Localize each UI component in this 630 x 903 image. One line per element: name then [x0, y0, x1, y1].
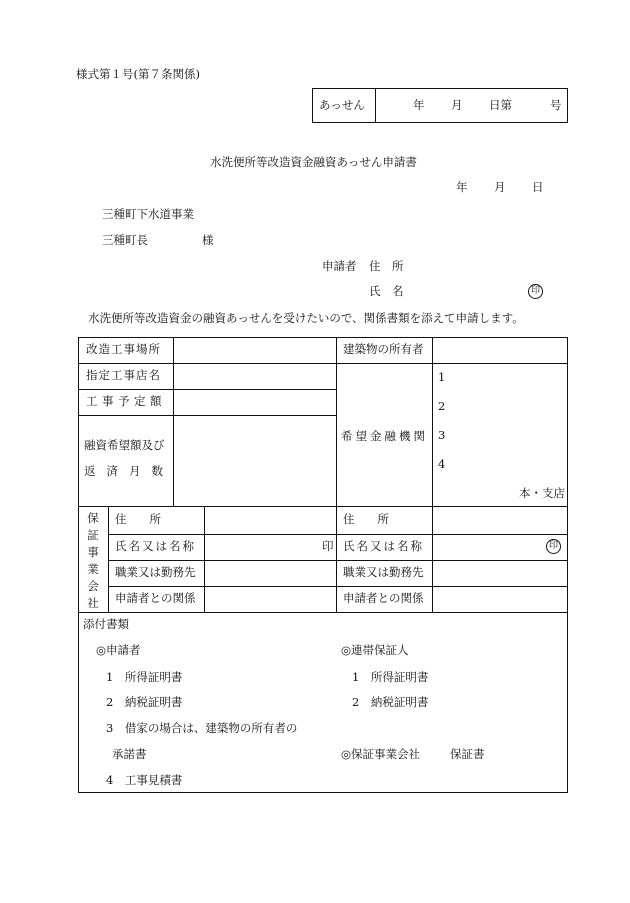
bank-option-3: 3 [438, 428, 446, 442]
attachment-applicant-item-1: 1 所得証明書 [106, 670, 183, 684]
guarantor-seal: 印 [322, 539, 334, 553]
bank-option-4: 4 [438, 457, 446, 471]
document-title: 水洗便所等改造資金融資あっせん申請書 [210, 155, 417, 169]
joint-address-label: 住 所 [343, 512, 389, 526]
date-year: 年 [456, 180, 468, 194]
applicant-role: 申請者 [322, 259, 357, 273]
guarantor-name-label: 氏名又は名称 [115, 539, 196, 553]
attachments-applicant-title: ◎申請者 [96, 643, 141, 657]
attachment-applicant-item-2: 2 納税証明書 [106, 695, 183, 709]
addressee-name: 三種町長 [102, 233, 148, 247]
guarantor-relation-label: 申請者との関係 [115, 591, 196, 605]
applicant-address-label: 住 所 [369, 259, 404, 273]
attachment-joint-item-1: 1 所得証明書 [352, 670, 429, 684]
reference-label: あっせん [319, 98, 365, 112]
attachment-applicant-item-4: 4 工事見積書 [106, 773, 183, 787]
loan-amount-label-2: 返済月数 [84, 464, 174, 478]
application-statement: 水洗便所等改造資金の融資あっせんを受けたいので、関係書類を添えて申請します。 [88, 311, 524, 325]
reference-month: 月 [451, 98, 463, 112]
attachment-applicant-item-3: 3 借家の場合は、建築物の所有者の [106, 721, 298, 735]
attachments-heading: 添付書類 [83, 617, 129, 631]
date-day: 日 [532, 180, 544, 194]
building-owner-label: 建築物の所有者 [343, 342, 424, 356]
applicant-seal: 印 [528, 284, 543, 299]
bank-branch-label: 本・支店 [519, 486, 565, 500]
joint-occupation-label: 職業又は勤務先 [343, 565, 424, 579]
reference-number: 号 [550, 98, 562, 112]
joint-relation-label: 申請者との関係 [343, 591, 424, 605]
guarantor-occupation-label: 職業又は勤務先 [115, 565, 196, 579]
form-number: 様式第１号(第７条関係) [76, 67, 200, 81]
attachments-joint-title: ◎連帯保証人 [341, 643, 409, 657]
estimated-cost-label: 工事予定額 [86, 394, 166, 408]
attachment-guarantee-doc: 保証書 [450, 747, 485, 761]
guarantor-address-label: 住 所 [115, 512, 161, 526]
reference-day-no: 日第 [489, 98, 512, 112]
date-month: 月 [494, 180, 506, 194]
attachment-applicant-item-3-cont: 承諾書 [112, 747, 147, 761]
joint-seal: 印 [546, 539, 561, 554]
reference-year: 年 [413, 98, 425, 112]
contractor-label: 指定工事店名 [86, 368, 161, 382]
addressee-honorific: 様 [202, 233, 214, 247]
applicant-name-label: 氏 名 [369, 284, 404, 298]
loan-amount-label-1: 融資希望額及び [84, 438, 165, 452]
addressee-org: 三種町下水道事業 [102, 207, 194, 221]
work-site-label: 改造工事場所 [86, 342, 161, 356]
attachments-guarantee-title: ◎保証事業会社 [341, 747, 421, 761]
bank-option-1: 1 [438, 370, 446, 384]
preferred-bank-label: 希望金融機関 [341, 429, 428, 443]
reference-box [312, 88, 568, 123]
attachment-joint-item-2: 2 納税証明書 [352, 695, 429, 709]
guarantor-label: 保証事業会社 [87, 511, 99, 610]
joint-name-label: 氏名又は名称 [343, 539, 424, 553]
bank-option-2: 2 [438, 399, 446, 413]
